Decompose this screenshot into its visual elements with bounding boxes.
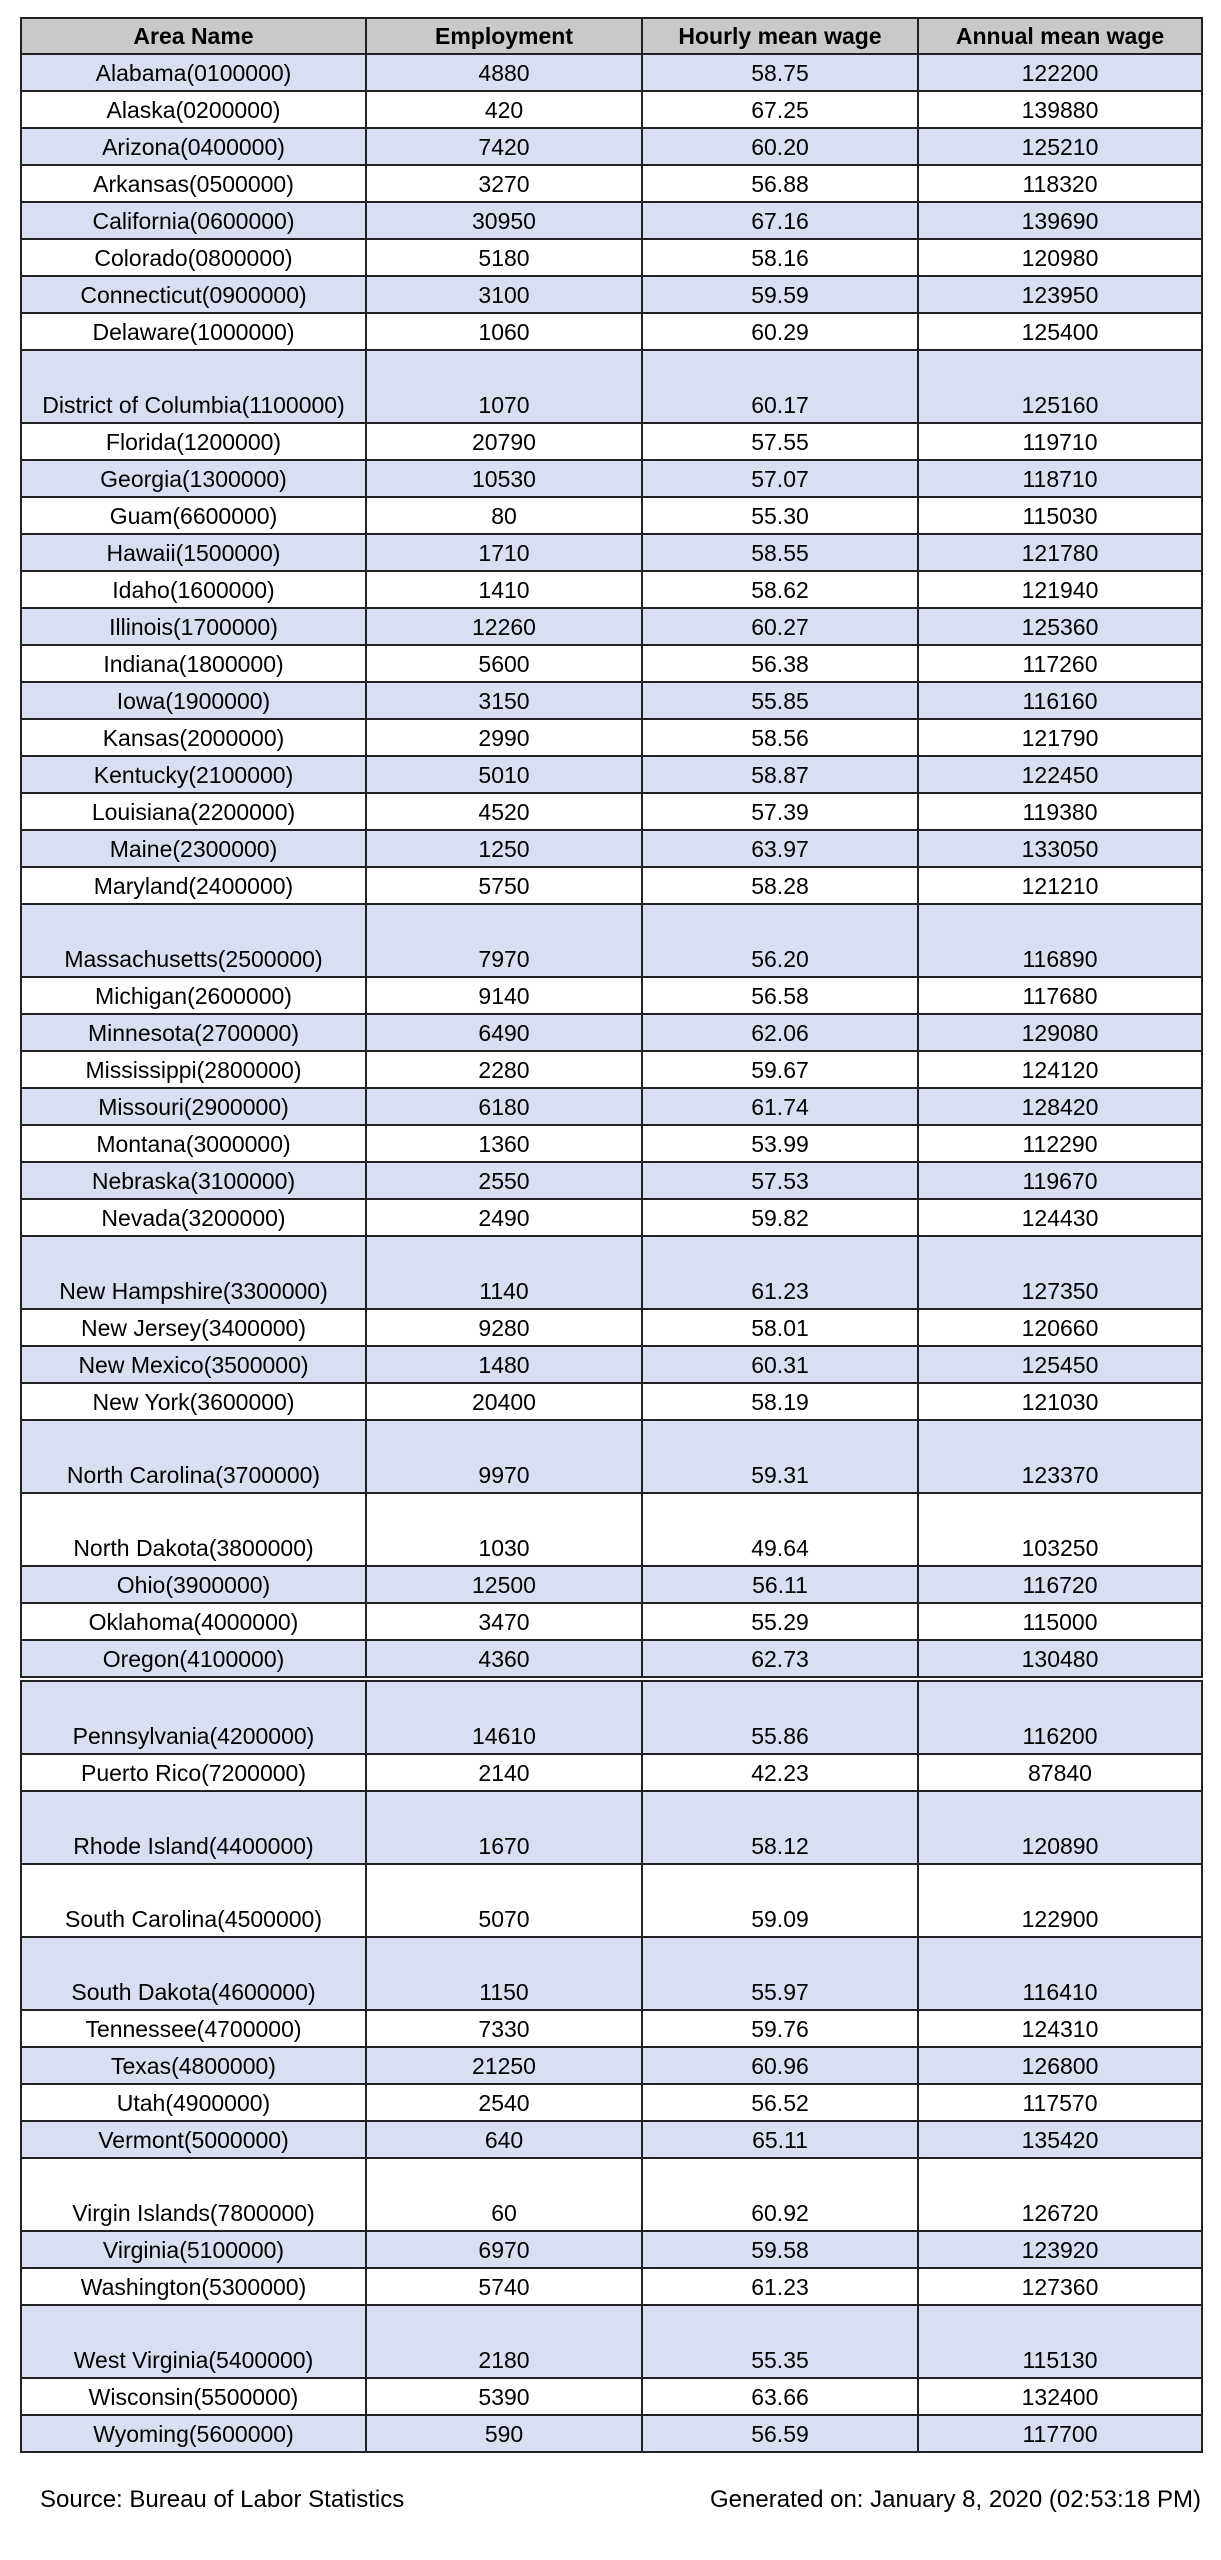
cell-hourly-mean-wage: 60.27	[642, 608, 918, 645]
cell-hourly-mean-wage: 53.99	[642, 1125, 918, 1162]
cell-annual-mean-wage: 135420	[918, 2121, 1202, 2158]
cell-area-name: Idaho(1600000)	[21, 571, 366, 608]
cell-area-name: North Dakota(3800000)	[21, 1493, 366, 1566]
table-row	[21, 1791, 1202, 1864]
table-row	[21, 1420, 1202, 1493]
cell-employment: 3150	[366, 682, 642, 719]
cell-annual-mean-wage: 115130	[918, 2305, 1202, 2378]
cell-area-name: New Hampshire(3300000)	[21, 1236, 366, 1309]
table-row	[21, 793, 1202, 830]
cell-annual-mean-wage: 116200	[918, 1681, 1202, 1754]
cell-area-name: Wisconsin(5500000)	[21, 2378, 366, 2415]
table-row	[21, 1640, 1202, 1677]
cell-annual-mean-wage: 116410	[918, 1937, 1202, 2010]
table-row	[21, 2047, 1202, 2084]
table-row	[21, 460, 1202, 497]
cell-hourly-mean-wage: 58.56	[642, 719, 918, 756]
cell-hourly-mean-wage: 60.96	[642, 2047, 918, 2084]
cell-employment: 1480	[366, 1346, 642, 1383]
table-row	[21, 756, 1202, 793]
cell-hourly-mean-wage: 62.06	[642, 1014, 918, 1051]
wage-table-part-2	[20, 1680, 1203, 2453]
cell-annual-mean-wage: 122900	[918, 1864, 1202, 1937]
cell-hourly-mean-wage: 55.29	[642, 1603, 918, 1640]
cell-employment: 640	[366, 2121, 642, 2158]
cell-area-name: Alaska(0200000)	[21, 91, 366, 128]
cell-employment: 20790	[366, 423, 642, 460]
cell-annual-mean-wage: 121210	[918, 867, 1202, 904]
cell-hourly-mean-wage: 58.87	[642, 756, 918, 793]
cell-area-name: Ohio(3900000)	[21, 1566, 366, 1603]
table-row	[21, 497, 1202, 534]
cell-annual-mean-wage: 122200	[918, 54, 1202, 91]
table-row	[21, 1754, 1202, 1791]
cell-area-name: Maine(2300000)	[21, 830, 366, 867]
cell-employment: 2180	[366, 2305, 642, 2378]
cell-area-name: Michigan(2600000)	[21, 977, 366, 1014]
table-row	[21, 165, 1202, 202]
cell-area-name: Nevada(3200000)	[21, 1199, 366, 1236]
table-row	[21, 2415, 1202, 2452]
cell-employment: 4520	[366, 793, 642, 830]
cell-annual-mean-wage: 120980	[918, 239, 1202, 276]
table-row	[21, 2084, 1202, 2121]
cell-hourly-mean-wage: 63.66	[642, 2378, 918, 2415]
table-row	[21, 1603, 1202, 1640]
cell-hourly-mean-wage: 55.86	[642, 1681, 918, 1754]
cell-area-name: Kentucky(2100000)	[21, 756, 366, 793]
cell-annual-mean-wage: 125210	[918, 128, 1202, 165]
cell-area-name: Oregon(4100000)	[21, 1640, 366, 1677]
table-row	[21, 1236, 1202, 1309]
cell-employment: 2140	[366, 1754, 642, 1791]
cell-employment: 2550	[366, 1162, 642, 1199]
cell-hourly-mean-wage: 58.28	[642, 867, 918, 904]
cell-employment: 7420	[366, 128, 642, 165]
header-employment: Employment	[366, 18, 642, 54]
cell-annual-mean-wage: 132400	[918, 2378, 1202, 2415]
cell-annual-mean-wage: 125400	[918, 313, 1202, 350]
table-row	[21, 2305, 1202, 2378]
cell-annual-mean-wage: 123920	[918, 2231, 1202, 2268]
cell-area-name: Massachusetts(2500000)	[21, 904, 366, 977]
cell-employment: 2490	[366, 1199, 642, 1236]
header-hourly-mean-wage: Hourly mean wage	[642, 18, 918, 54]
table-row	[21, 423, 1202, 460]
cell-area-name: Texas(4800000)	[21, 2047, 366, 2084]
cell-area-name: Rhode Island(4400000)	[21, 1791, 366, 1864]
cell-hourly-mean-wage: 57.55	[642, 423, 918, 460]
cell-annual-mean-wage: 124430	[918, 1199, 1202, 1236]
cell-employment: 1360	[366, 1125, 642, 1162]
table-row	[21, 276, 1202, 313]
header-area-name: Area Name	[21, 18, 366, 54]
cell-hourly-mean-wage: 59.76	[642, 2010, 918, 2047]
cell-hourly-mean-wage: 59.67	[642, 1051, 918, 1088]
cell-annual-mean-wage: 123950	[918, 276, 1202, 313]
table-row	[21, 2121, 1202, 2158]
cell-employment: 60	[366, 2158, 642, 2231]
cell-employment: 1710	[366, 534, 642, 571]
cell-hourly-mean-wage: 55.85	[642, 682, 918, 719]
cell-hourly-mean-wage: 58.75	[642, 54, 918, 91]
cell-hourly-mean-wage: 61.74	[642, 1088, 918, 1125]
cell-hourly-mean-wage: 59.09	[642, 1864, 918, 1937]
cell-area-name: New York(3600000)	[21, 1383, 366, 1420]
table-row	[21, 1088, 1202, 1125]
cell-area-name: California(0600000)	[21, 202, 366, 239]
cell-annual-mean-wage: 139880	[918, 91, 1202, 128]
cell-employment: 1070	[366, 350, 642, 423]
cell-annual-mean-wage: 116890	[918, 904, 1202, 977]
cell-annual-mean-wage: 119380	[918, 793, 1202, 830]
table-row	[21, 645, 1202, 682]
cell-employment: 6490	[366, 1014, 642, 1051]
cell-hourly-mean-wage: 61.23	[642, 1236, 918, 1309]
cell-area-name: Iowa(1900000)	[21, 682, 366, 719]
table-row	[21, 977, 1202, 1014]
cell-employment: 12260	[366, 608, 642, 645]
cell-hourly-mean-wage: 58.12	[642, 1791, 918, 1864]
table-row	[21, 1383, 1202, 1420]
cell-hourly-mean-wage: 60.31	[642, 1346, 918, 1383]
table-row	[21, 350, 1202, 423]
cell-annual-mean-wage: 117700	[918, 2415, 1202, 2452]
cell-area-name: Florida(1200000)	[21, 423, 366, 460]
table-body-part-2	[21, 1681, 1202, 2452]
cell-employment: 7330	[366, 2010, 642, 2047]
cell-area-name: West Virginia(5400000)	[21, 2305, 366, 2378]
cell-area-name: Wyoming(5600000)	[21, 2415, 366, 2452]
table-row	[21, 1566, 1202, 1603]
cell-area-name: Maryland(2400000)	[21, 867, 366, 904]
table-row	[21, 2378, 1202, 2415]
table-row	[21, 1125, 1202, 1162]
cell-hourly-mean-wage: 60.17	[642, 350, 918, 423]
cell-annual-mean-wage: 124310	[918, 2010, 1202, 2047]
cell-employment: 3270	[366, 165, 642, 202]
cell-hourly-mean-wage: 57.53	[642, 1162, 918, 1199]
cell-area-name: Hawaii(1500000)	[21, 534, 366, 571]
generated-timestamp: Generated on: January 8, 2020 (02:53:18 PM)	[710, 2486, 1201, 2513]
cell-area-name: Connecticut(0900000)	[21, 276, 366, 313]
cell-employment: 9970	[366, 1420, 642, 1493]
cell-area-name: Illinois(1700000)	[21, 608, 366, 645]
cell-annual-mean-wage: 103250	[918, 1493, 1202, 1566]
cell-employment: 12500	[366, 1566, 642, 1603]
cell-area-name: Utah(4900000)	[21, 2084, 366, 2121]
cell-employment: 21250	[366, 2047, 642, 2084]
cell-annual-mean-wage: 121790	[918, 719, 1202, 756]
cell-annual-mean-wage: 121780	[918, 534, 1202, 571]
wage-table-part-1	[20, 17, 1203, 1678]
cell-area-name: New Mexico(3500000)	[21, 1346, 366, 1383]
cell-area-name: Missouri(2900000)	[21, 1088, 366, 1125]
cell-employment: 7970	[366, 904, 642, 977]
cell-hourly-mean-wage: 55.35	[642, 2305, 918, 2378]
cell-area-name: Louisiana(2200000)	[21, 793, 366, 830]
cell-area-name: Washington(5300000)	[21, 2268, 366, 2305]
cell-hourly-mean-wage: 57.39	[642, 793, 918, 830]
cell-area-name: Montana(3000000)	[21, 1125, 366, 1162]
cell-annual-mean-wage: 123370	[918, 1420, 1202, 1493]
table-row	[21, 239, 1202, 276]
cell-employment: 5010	[366, 756, 642, 793]
table-row	[21, 2268, 1202, 2305]
table-row	[21, 1309, 1202, 1346]
cell-area-name: Delaware(1000000)	[21, 313, 366, 350]
cell-employment: 14610	[366, 1681, 642, 1754]
cell-annual-mean-wage: 115000	[918, 1603, 1202, 1640]
cell-employment: 1250	[366, 830, 642, 867]
cell-hourly-mean-wage: 58.55	[642, 534, 918, 571]
cell-area-name: Puerto Rico(7200000)	[21, 1754, 366, 1791]
cell-employment: 9280	[366, 1309, 642, 1346]
cell-employment: 5070	[366, 1864, 642, 1937]
cell-annual-mean-wage: 139690	[918, 202, 1202, 239]
cell-hourly-mean-wage: 56.88	[642, 165, 918, 202]
cell-employment: 5750	[366, 867, 642, 904]
cell-annual-mean-wage: 118710	[918, 460, 1202, 497]
table-row	[21, 91, 1202, 128]
cell-employment: 1670	[366, 1791, 642, 1864]
cell-annual-mean-wage: 117260	[918, 645, 1202, 682]
cell-annual-mean-wage: 87840	[918, 1754, 1202, 1791]
cell-area-name: Oklahoma(4000000)	[21, 1603, 366, 1640]
cell-hourly-mean-wage: 67.16	[642, 202, 918, 239]
cell-area-name: Arizona(0400000)	[21, 128, 366, 165]
cell-employment: 4360	[366, 1640, 642, 1677]
cell-hourly-mean-wage: 59.59	[642, 276, 918, 313]
table-row	[21, 904, 1202, 977]
cell-hourly-mean-wage: 67.25	[642, 91, 918, 128]
cell-area-name: Virgin Islands(7800000)	[21, 2158, 366, 2231]
table-row	[21, 1199, 1202, 1236]
cell-area-name: New Jersey(3400000)	[21, 1309, 366, 1346]
cell-annual-mean-wage: 122450	[918, 756, 1202, 793]
cell-employment: 10530	[366, 460, 642, 497]
table-row	[21, 719, 1202, 756]
cell-annual-mean-wage: 120890	[918, 1791, 1202, 1864]
cell-hourly-mean-wage: 49.64	[642, 1493, 918, 1566]
cell-annual-mean-wage: 127350	[918, 1236, 1202, 1309]
cell-annual-mean-wage: 130480	[918, 1640, 1202, 1677]
cell-area-name: South Carolina(4500000)	[21, 1864, 366, 1937]
cell-employment: 80	[366, 497, 642, 534]
cell-annual-mean-wage: 116720	[918, 1566, 1202, 1603]
cell-employment: 4880	[366, 54, 642, 91]
cell-employment: 1410	[366, 571, 642, 608]
cell-hourly-mean-wage: 61.23	[642, 2268, 918, 2305]
cell-hourly-mean-wage: 56.52	[642, 2084, 918, 2121]
cell-employment: 9140	[366, 977, 642, 1014]
cell-area-name: Georgia(1300000)	[21, 460, 366, 497]
table-row	[21, 830, 1202, 867]
cell-employment: 5390	[366, 2378, 642, 2415]
cell-hourly-mean-wage: 56.11	[642, 1566, 918, 1603]
cell-hourly-mean-wage: 58.01	[642, 1309, 918, 1346]
cell-hourly-mean-wage: 56.20	[642, 904, 918, 977]
cell-annual-mean-wage: 127360	[918, 2268, 1202, 2305]
cell-area-name: Pennsylvania(4200000)	[21, 1681, 366, 1754]
cell-employment: 6180	[366, 1088, 642, 1125]
cell-employment: 1030	[366, 1493, 642, 1566]
cell-hourly-mean-wage: 55.30	[642, 497, 918, 534]
cell-area-name: Tennessee(4700000)	[21, 2010, 366, 2047]
table-row	[21, 54, 1202, 91]
cell-hourly-mean-wage: 59.31	[642, 1420, 918, 1493]
cell-annual-mean-wage: 125160	[918, 350, 1202, 423]
cell-annual-mean-wage: 124120	[918, 1051, 1202, 1088]
table-row	[21, 1681, 1202, 1754]
cell-annual-mean-wage: 112290	[918, 1125, 1202, 1162]
table-row	[21, 1162, 1202, 1199]
cell-annual-mean-wage: 129080	[918, 1014, 1202, 1051]
cell-employment: 1140	[366, 1236, 642, 1309]
table-row	[21, 2158, 1202, 2231]
cell-area-name: Guam(6600000)	[21, 497, 366, 534]
cell-employment: 30950	[366, 202, 642, 239]
cell-annual-mean-wage: 120660	[918, 1309, 1202, 1346]
cell-area-name: Minnesota(2700000)	[21, 1014, 366, 1051]
cell-annual-mean-wage: 115030	[918, 497, 1202, 534]
cell-area-name: Mississippi(2800000)	[21, 1051, 366, 1088]
table-row	[21, 571, 1202, 608]
cell-hourly-mean-wage: 57.07	[642, 460, 918, 497]
cell-area-name: District of Columbia(1100000)	[21, 350, 366, 423]
header-annual-mean-wage: Annual mean wage	[918, 18, 1202, 54]
cell-annual-mean-wage: 118320	[918, 165, 1202, 202]
cell-area-name: North Carolina(3700000)	[21, 1420, 366, 1493]
cell-employment: 1150	[366, 1937, 642, 2010]
cell-annual-mean-wage: 121030	[918, 1383, 1202, 1420]
cell-area-name: Virginia(5100000)	[21, 2231, 366, 2268]
cell-employment: 5600	[366, 645, 642, 682]
cell-area-name: Arkansas(0500000)	[21, 165, 366, 202]
cell-annual-mean-wage: 126800	[918, 2047, 1202, 2084]
table-row	[21, 1346, 1202, 1383]
table-row	[21, 534, 1202, 571]
cell-hourly-mean-wage: 62.73	[642, 1640, 918, 1677]
table-row	[21, 2010, 1202, 2047]
cell-hourly-mean-wage: 56.59	[642, 2415, 918, 2452]
table-body-part-1	[21, 54, 1202, 1677]
cell-annual-mean-wage: 126720	[918, 2158, 1202, 2231]
cell-hourly-mean-wage: 59.82	[642, 1199, 918, 1236]
source-note: Source: Bureau of Labor Statistics	[40, 2486, 405, 2513]
cell-area-name: Indiana(1800000)	[21, 645, 366, 682]
cell-annual-mean-wage: 133050	[918, 830, 1202, 867]
cell-employment: 20400	[366, 1383, 642, 1420]
cell-hourly-mean-wage: 55.97	[642, 1937, 918, 2010]
table-row	[21, 1051, 1202, 1088]
cell-area-name: Vermont(5000000)	[21, 2121, 366, 2158]
cell-annual-mean-wage: 116160	[918, 682, 1202, 719]
table-row	[21, 608, 1202, 645]
cell-annual-mean-wage: 121940	[918, 571, 1202, 608]
cell-annual-mean-wage: 117570	[918, 2084, 1202, 2121]
cell-area-name: Alabama(0100000)	[21, 54, 366, 91]
table-header-row	[21, 18, 1202, 54]
table-row	[21, 128, 1202, 165]
cell-area-name: Colorado(0800000)	[21, 239, 366, 276]
cell-hourly-mean-wage: 60.92	[642, 2158, 918, 2231]
cell-employment: 1060	[366, 313, 642, 350]
cell-annual-mean-wage: 117680	[918, 977, 1202, 1014]
cell-hourly-mean-wage: 42.23	[642, 1754, 918, 1791]
cell-hourly-mean-wage: 60.20	[642, 128, 918, 165]
cell-hourly-mean-wage: 59.58	[642, 2231, 918, 2268]
table-row	[21, 1014, 1202, 1051]
cell-employment: 5180	[366, 239, 642, 276]
table-row	[21, 682, 1202, 719]
cell-hourly-mean-wage: 63.97	[642, 830, 918, 867]
cell-annual-mean-wage: 128420	[918, 1088, 1202, 1125]
cell-employment: 5740	[366, 2268, 642, 2305]
table-row	[21, 1493, 1202, 1566]
cell-hourly-mean-wage: 58.62	[642, 571, 918, 608]
cell-employment: 3470	[366, 1603, 642, 1640]
cell-employment: 2990	[366, 719, 642, 756]
cell-hourly-mean-wage: 65.11	[642, 2121, 918, 2158]
cell-annual-mean-wage: 125360	[918, 608, 1202, 645]
cell-hourly-mean-wage: 60.29	[642, 313, 918, 350]
table-row	[21, 2231, 1202, 2268]
cell-area-name: South Dakota(4600000)	[21, 1937, 366, 2010]
cell-employment: 2540	[366, 2084, 642, 2121]
cell-area-name: Nebraska(3100000)	[21, 1162, 366, 1199]
table-row	[21, 313, 1202, 350]
cell-annual-mean-wage: 119670	[918, 1162, 1202, 1199]
cell-employment: 6970	[366, 2231, 642, 2268]
cell-employment: 420	[366, 91, 642, 128]
cell-hourly-mean-wage: 58.19	[642, 1383, 918, 1420]
cell-hourly-mean-wage: 58.16	[642, 239, 918, 276]
cell-annual-mean-wage: 125450	[918, 1346, 1202, 1383]
table-row	[21, 202, 1202, 239]
cell-annual-mean-wage: 119710	[918, 423, 1202, 460]
cell-area-name: Kansas(2000000)	[21, 719, 366, 756]
cell-hourly-mean-wage: 56.58	[642, 977, 918, 1014]
cell-employment: 3100	[366, 276, 642, 313]
table-row	[21, 1937, 1202, 2010]
cell-hourly-mean-wage: 56.38	[642, 645, 918, 682]
cell-employment: 2280	[366, 1051, 642, 1088]
cell-employment: 590	[366, 2415, 642, 2452]
table-row	[21, 867, 1202, 904]
table-row	[21, 1864, 1202, 1937]
